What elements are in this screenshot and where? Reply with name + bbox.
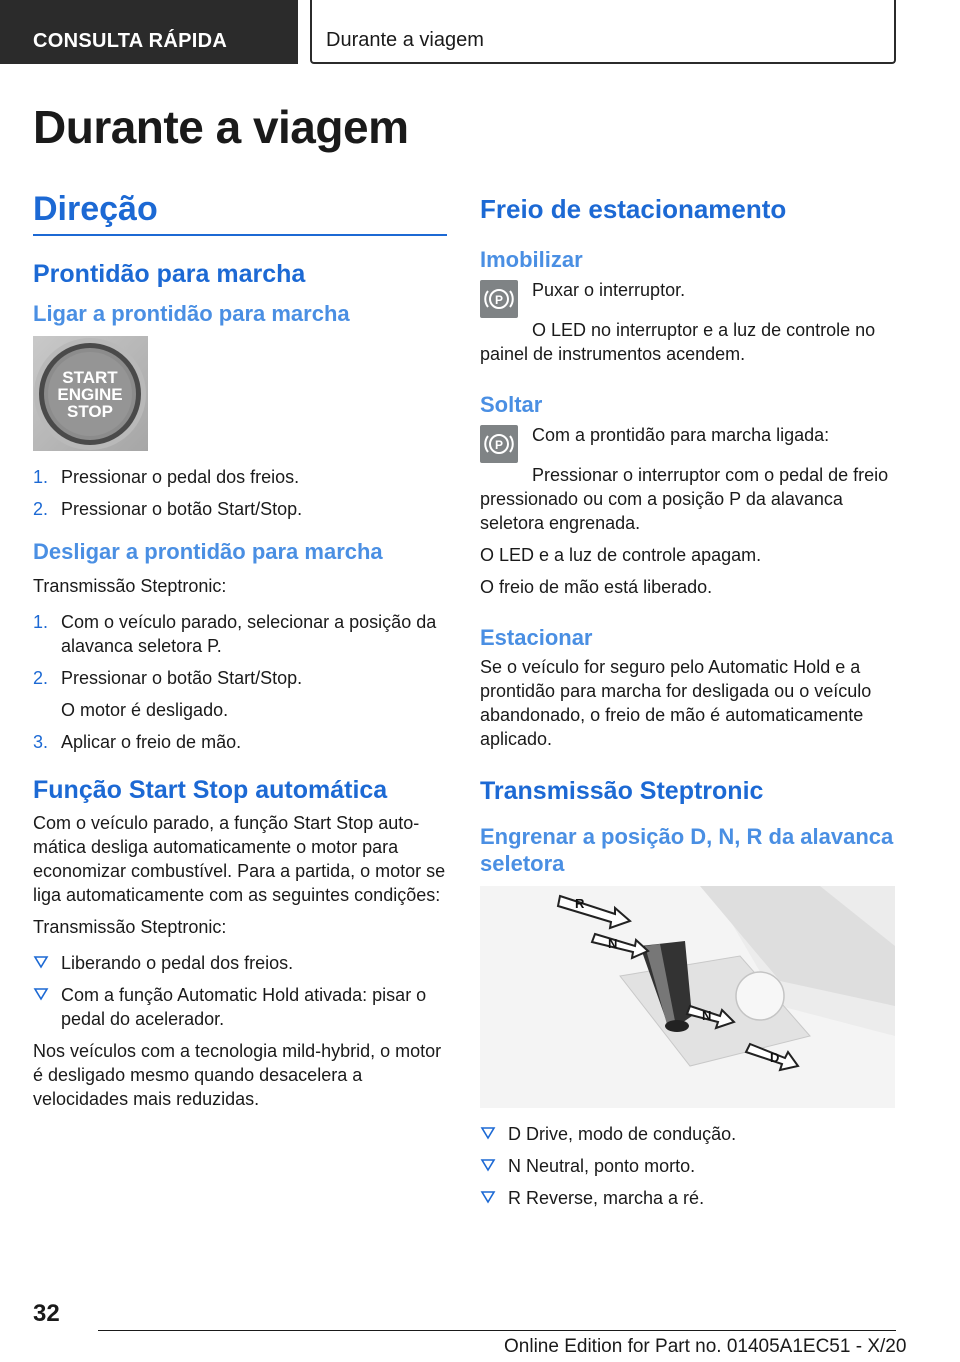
gear-selector-image [480, 886, 895, 1108]
list-item [480, 1122, 895, 1146]
heading-gear-positions: Engrenar a posição D, N, R da alavanca seletora [480, 824, 894, 877]
parking-brake-icon [480, 280, 518, 318]
start-stop-button-icon [33, 336, 148, 451]
ready-off-steps [33, 610, 447, 690]
step-text: Pressionar o pedal dos freios. [61, 466, 300, 487]
heading-auto-start-stop: Função Start Stop automática [33, 775, 388, 804]
list-item [33, 730, 447, 754]
step-number: 1. [33, 611, 49, 632]
svg-text:D: D [770, 1050, 780, 1066]
step-text: Pressionar o botão Start/Stop. [61, 667, 303, 688]
soltar-block [480, 423, 895, 463]
svg-text:P: P [494, 292, 504, 307]
heading-soltar: Soltar [480, 391, 543, 417]
ready-off-steps-cont [33, 730, 447, 754]
list-item [33, 610, 447, 658]
soltar-paragraph-3: O LED e a luz de controle apagam. [480, 544, 762, 565]
ready-off-intro: Transmissão Steptronic: [33, 575, 227, 596]
auto-paragraph-3: Nos veículos com a tecnologia mild-hybrid, o motor é desligado mesmo quando desacelera a velocidades mais reduzidas. [33, 1040, 442, 1109]
imobilizar-block [480, 278, 895, 318]
heading-imobilizar: Imobilizar [480, 247, 583, 272]
svg-text:P: P [494, 437, 504, 452]
step-text: Com o veículo parado, selecionar a posição da alavanca seletora P. [61, 611, 437, 656]
bullet-text: N Neutral, ponto morto. [508, 1156, 696, 1177]
gear-selector-illustration [480, 886, 895, 1108]
bullet-text: Com a função Automatic Hold ativada: pisar o pedal do acelerador. [61, 984, 427, 1029]
triangle-bullet-icon [480, 1124, 496, 1142]
heading-ready-on: Ligar a prontidão para marcha [33, 301, 350, 326]
svg-text:N: N [702, 1008, 712, 1024]
page-title: Durante a viagem [33, 101, 409, 153]
gear-bullets [480, 1122, 895, 1210]
triangle-bullet-icon [480, 1188, 496, 1206]
bullet-text: R Reverse, marcha a ré. [508, 1188, 705, 1209]
soltar-paragraph-1: Com a prontidão para marcha ligada: [532, 424, 830, 445]
bullet-text: Liberando o pedal dos freios. [61, 952, 294, 973]
list-item [33, 983, 447, 1031]
heading-ready: Prontidão para marcha [33, 260, 306, 288]
section-tab: CONSULTA RÁPIDA [0, 0, 298, 64]
section-heading-direcao: Direção [33, 190, 447, 236]
svg-text:R: R [575, 896, 585, 912]
estac-paragraph-1: Se o veículo for seguro pelo Automatic Hold e a prontidão para marcha for desligada ou o veículo abandonado, o freio de mão é automaticamente aplicado. [480, 657, 872, 750]
running-header [0, 0, 960, 66]
list-item [480, 1186, 895, 1210]
heading-ready-off: Desligar a prontidão para marcha [33, 538, 383, 564]
step-number: 2. [33, 667, 49, 688]
auto-bullets [33, 951, 447, 1031]
section-heading-parking-brake: Freio de estacionamento [480, 194, 787, 224]
chapter-tab: Durante a viagem [310, 0, 896, 64]
page-number: 32 [33, 1300, 60, 1327]
step-number: 2. [33, 498, 49, 519]
bullet-text: D Drive, modo de condução. [508, 1124, 737, 1145]
list-item [33, 951, 447, 975]
start-stop-button-image [33, 336, 148, 451]
heading-steptronic: Transmissão Steptronic [480, 777, 764, 806]
step-text: Pressionar o botão Start/Stop. [61, 498, 303, 519]
step-number: 3. [33, 731, 49, 752]
footer-divider [98, 1330, 896, 1331]
auto-paragraph-1: Com o veículo parado, a função Start Stop automática desliga automaticamente o motor para economizar combustível. Para a partida, o motor se liga automaticamente com as seguintes condições: [33, 812, 446, 905]
right-column [480, 190, 895, 1218]
step-note: O motor é desligado. [61, 699, 229, 720]
svg-text:N: N [608, 936, 618, 952]
imob-paragraph-2: O LED no interruptor e a luz de controle no painel de instrumentos acendem. [480, 319, 876, 364]
triangle-bullet-icon [33, 953, 49, 971]
list-item [480, 1154, 895, 1178]
soltar-paragraph-2: Pressionar o interruptor com o pedal de freio pressionado ou com a posição P da alavanca seletora engrenada. [480, 464, 889, 533]
soltar-paragraph-4: O freio de mão está liberado. [480, 576, 713, 597]
list-item [33, 497, 447, 521]
auto-paragraph-2: Transmissão Steptronic: [33, 916, 227, 937]
list-item [33, 666, 447, 690]
triangle-bullet-icon [33, 985, 49, 1003]
imob-paragraph-1: Puxar o interruptor. [532, 279, 686, 300]
stop-label: STOP [67, 401, 113, 421]
list-item [33, 465, 447, 489]
left-column [33, 190, 447, 1119]
engine-label: ENGINE [57, 384, 123, 404]
ready-on-steps [33, 465, 447, 521]
step-number: 1. [33, 466, 49, 487]
parking-brake-icon [480, 425, 518, 463]
footer-edition: Online Edition for Part no. 01405A1EC51 - X/20 [504, 1336, 907, 1357]
start-label: START [62, 367, 118, 387]
step-text: Aplicar o freio de mão. [61, 731, 242, 752]
triangle-bullet-icon [480, 1156, 496, 1174]
heading-estacionar: Estacionar [480, 624, 593, 650]
